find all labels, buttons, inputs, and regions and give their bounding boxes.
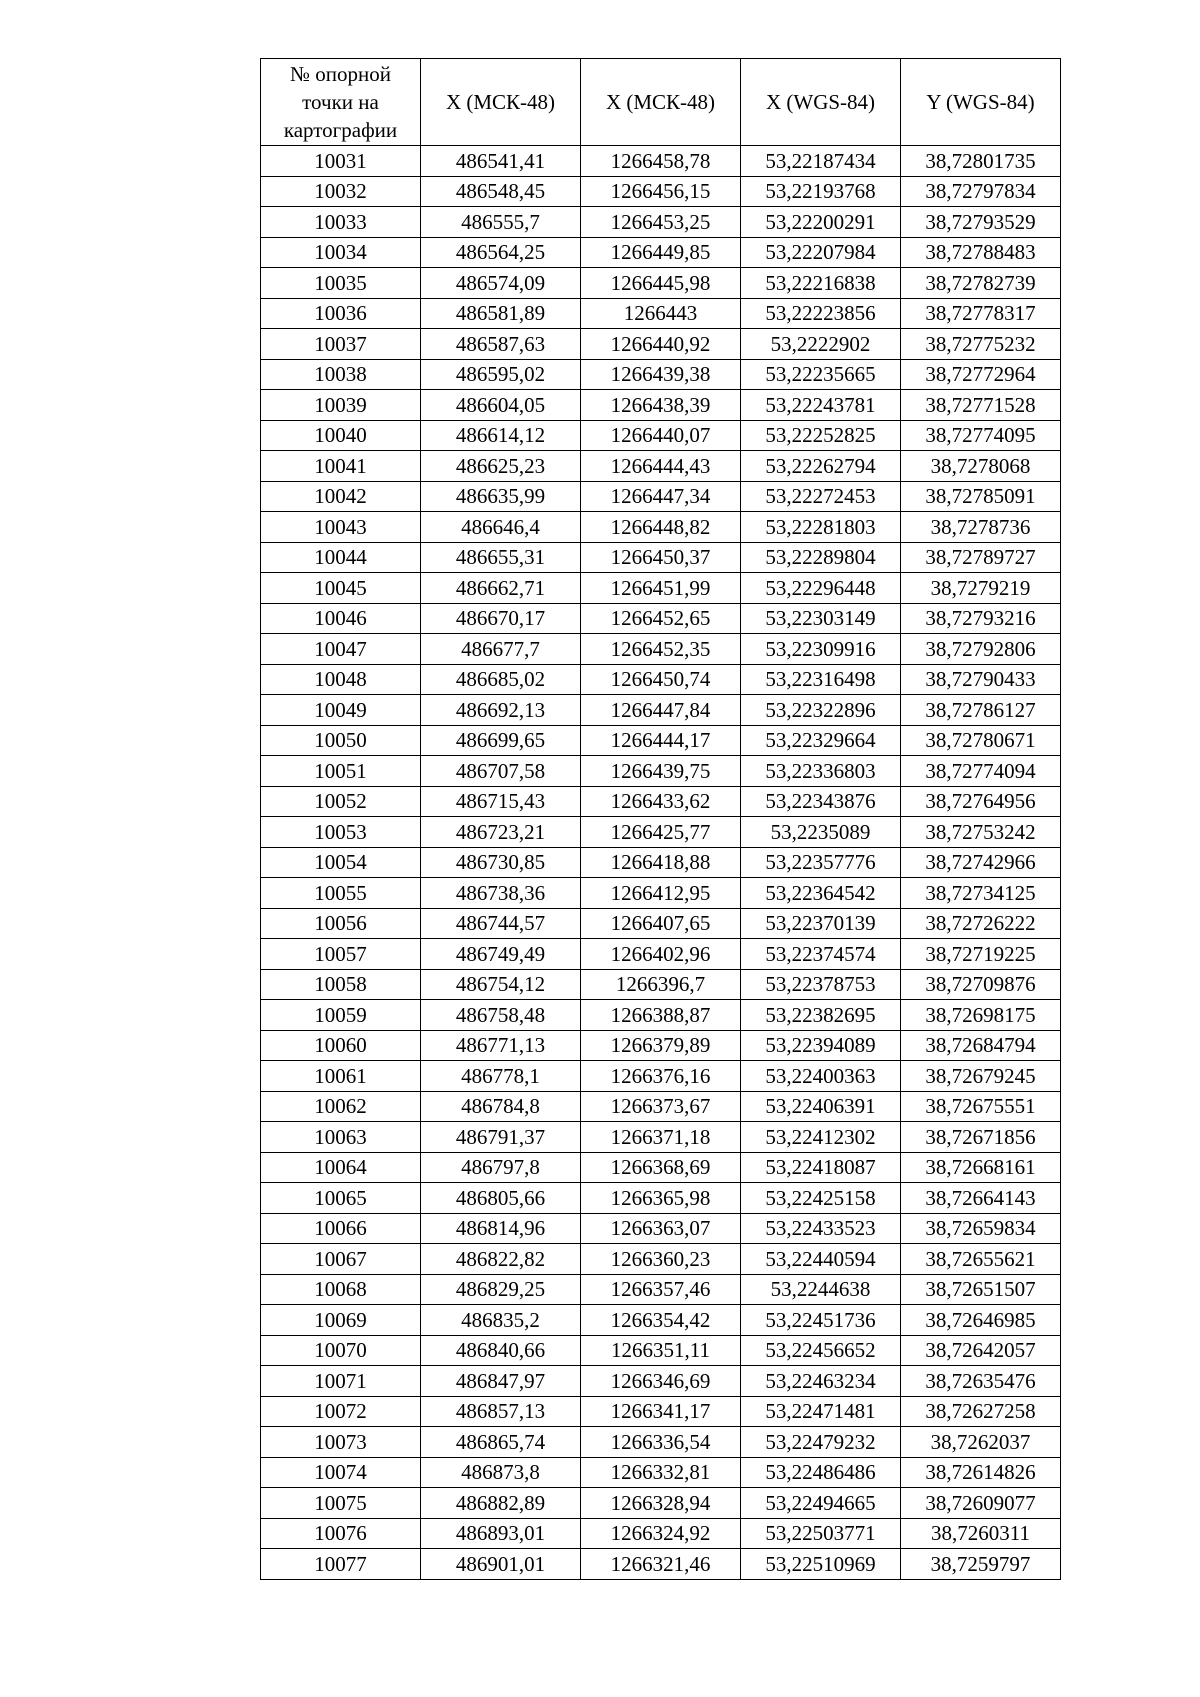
table-row bbox=[261, 176, 1061, 207]
y-wgs84-cell: 38,72793529 bbox=[901, 207, 1061, 238]
table-row bbox=[261, 1061, 1061, 1092]
point-number-cell: 10031 bbox=[261, 146, 421, 177]
x-wgs84-cell: 53,22316498 bbox=[741, 664, 901, 695]
x-wgs84-cell: 53,22336803 bbox=[741, 756, 901, 787]
point-number-cell: 10071 bbox=[261, 1366, 421, 1397]
y-wgs84-cell: 38,72709876 bbox=[901, 969, 1061, 1000]
table-row bbox=[261, 1183, 1061, 1214]
table-row bbox=[261, 786, 1061, 817]
y-wgs84-cell: 38,7259797 bbox=[901, 1549, 1061, 1580]
point-number-cell: 10052 bbox=[261, 786, 421, 817]
y-wgs84-cell: 38,7279219 bbox=[901, 573, 1061, 604]
x-msk48-cell-2: 1266433,62 bbox=[581, 786, 741, 817]
y-wgs84-cell: 38,72651507 bbox=[901, 1274, 1061, 1305]
table-row bbox=[261, 390, 1061, 421]
y-wgs84-cell: 38,72801735 bbox=[901, 146, 1061, 177]
x-msk48-cell-1: 486555,7 bbox=[421, 207, 581, 238]
x-msk48-cell-2: 1266412,95 bbox=[581, 878, 741, 909]
table-row bbox=[261, 1091, 1061, 1122]
point-number-cell: 10061 bbox=[261, 1061, 421, 1092]
x-wgs84-cell: 53,22486486 bbox=[741, 1457, 901, 1488]
x-msk48-cell-1: 486857,13 bbox=[421, 1396, 581, 1427]
table-row bbox=[261, 908, 1061, 939]
x-msk48-cell-1: 486822,82 bbox=[421, 1244, 581, 1275]
y-wgs84-cell: 38,72664143 bbox=[901, 1183, 1061, 1214]
table-row bbox=[261, 1366, 1061, 1397]
point-number-cell: 10051 bbox=[261, 756, 421, 787]
table-row bbox=[261, 634, 1061, 665]
table-row bbox=[261, 847, 1061, 878]
x-wgs84-cell: 53,22223856 bbox=[741, 298, 901, 329]
point-number-cell: 10045 bbox=[261, 573, 421, 604]
point-number-cell: 10042 bbox=[261, 481, 421, 512]
x-msk48-cell-1: 486882,89 bbox=[421, 1488, 581, 1519]
x-msk48-cell-2: 1266376,16 bbox=[581, 1061, 741, 1092]
table-row bbox=[261, 573, 1061, 604]
table-row bbox=[261, 268, 1061, 299]
x-msk48-cell-1: 486814,96 bbox=[421, 1213, 581, 1244]
x-msk48-cell-1: 486865,74 bbox=[421, 1427, 581, 1458]
y-wgs84-cell: 38,72753242 bbox=[901, 817, 1061, 848]
x-wgs84-cell: 53,22289804 bbox=[741, 542, 901, 573]
x-msk48-cell-2: 1266443 bbox=[581, 298, 741, 329]
x-msk48-cell-2: 1266418,88 bbox=[581, 847, 741, 878]
y-wgs84-cell: 38,72698175 bbox=[901, 1000, 1061, 1031]
x-wgs84-cell: 53,22406391 bbox=[741, 1091, 901, 1122]
table-row bbox=[261, 1518, 1061, 1549]
table-row bbox=[261, 725, 1061, 756]
x-wgs84-cell: 53,22412302 bbox=[741, 1122, 901, 1153]
point-number-cell: 10043 bbox=[261, 512, 421, 543]
x-wgs84-cell: 53,22303149 bbox=[741, 603, 901, 634]
y-wgs84-cell: 38,72719225 bbox=[901, 939, 1061, 970]
x-msk48-cell-2: 1266328,94 bbox=[581, 1488, 741, 1519]
x-msk48-cell-1: 486901,01 bbox=[421, 1549, 581, 1580]
x-msk48-cell-2: 1266351,11 bbox=[581, 1335, 741, 1366]
x-msk48-cell-1: 486655,31 bbox=[421, 542, 581, 573]
table-row bbox=[261, 1122, 1061, 1153]
y-wgs84-cell: 38,72671856 bbox=[901, 1122, 1061, 1153]
y-wgs84-cell: 38,72786127 bbox=[901, 695, 1061, 726]
x-msk48-cell-2: 1266452,65 bbox=[581, 603, 741, 634]
y-wgs84-cell: 38,7278736 bbox=[901, 512, 1061, 543]
y-wgs84-cell: 38,72668161 bbox=[901, 1152, 1061, 1183]
x-msk48-cell-1: 486587,63 bbox=[421, 329, 581, 360]
x-msk48-cell-1: 486829,25 bbox=[421, 1274, 581, 1305]
point-number-cell: 10055 bbox=[261, 878, 421, 909]
y-wgs84-cell: 38,72780671 bbox=[901, 725, 1061, 756]
table-body bbox=[261, 146, 1061, 1580]
x-msk48-cell-2: 1266379,89 bbox=[581, 1030, 741, 1061]
x-wgs84-cell: 53,22394089 bbox=[741, 1030, 901, 1061]
table-row bbox=[261, 817, 1061, 848]
x-msk48-cell-2: 1266336,54 bbox=[581, 1427, 741, 1458]
x-wgs84-cell: 53,22322896 bbox=[741, 695, 901, 726]
x-msk48-cell-1: 486791,37 bbox=[421, 1122, 581, 1153]
x-wgs84-cell: 53,22243781 bbox=[741, 390, 901, 421]
x-msk48-cell-2: 1266346,69 bbox=[581, 1366, 741, 1397]
table-header bbox=[261, 59, 1061, 146]
x-msk48-cell-1: 486670,17 bbox=[421, 603, 581, 634]
x-wgs84-cell: 53,22382695 bbox=[741, 1000, 901, 1031]
y-wgs84-cell: 38,72792806 bbox=[901, 634, 1061, 665]
table-row bbox=[261, 512, 1061, 543]
x-msk48-cell-2: 1266451,99 bbox=[581, 573, 741, 604]
x-msk48-cell-1: 486744,57 bbox=[421, 908, 581, 939]
header-row bbox=[261, 59, 1061, 146]
point-number-cell: 10058 bbox=[261, 969, 421, 1000]
x-msk48-cell-2: 1266368,69 bbox=[581, 1152, 741, 1183]
table-row bbox=[261, 1000, 1061, 1031]
y-wgs84-cell: 38,72793216 bbox=[901, 603, 1061, 634]
x-msk48-cell-1: 486797,8 bbox=[421, 1152, 581, 1183]
x-wgs84-cell: 53,22329664 bbox=[741, 725, 901, 756]
table-row bbox=[261, 1152, 1061, 1183]
table-row bbox=[261, 1305, 1061, 1336]
y-wgs84-cell: 38,72789727 bbox=[901, 542, 1061, 573]
x-msk48-cell-1: 486581,89 bbox=[421, 298, 581, 329]
table-row bbox=[261, 1549, 1061, 1580]
x-msk48-cell-2: 1266450,37 bbox=[581, 542, 741, 573]
x-wgs84-cell: 53,22343876 bbox=[741, 786, 901, 817]
x-msk48-cell-2: 1266440,92 bbox=[581, 329, 741, 360]
x-msk48-cell-1: 486805,66 bbox=[421, 1183, 581, 1214]
y-wgs84-cell: 38,72782739 bbox=[901, 268, 1061, 299]
x-msk48-cell-2: 1266396,7 bbox=[581, 969, 741, 1000]
point-number-cell: 10068 bbox=[261, 1274, 421, 1305]
x-msk48-cell-1: 486723,21 bbox=[421, 817, 581, 848]
x-msk48-cell-1: 486548,45 bbox=[421, 176, 581, 207]
y-wgs84-cell: 38,72642057 bbox=[901, 1335, 1061, 1366]
point-number-cell: 10036 bbox=[261, 298, 421, 329]
x-msk48-cell-2: 1266321,46 bbox=[581, 1549, 741, 1580]
table-row bbox=[261, 481, 1061, 512]
y-wgs84-cell: 38,72627258 bbox=[901, 1396, 1061, 1427]
point-number-cell: 10073 bbox=[261, 1427, 421, 1458]
x-msk48-cell-1: 486614,12 bbox=[421, 420, 581, 451]
x-msk48-cell-2: 1266324,92 bbox=[581, 1518, 741, 1549]
x-msk48-cell-1: 486635,99 bbox=[421, 481, 581, 512]
x-wgs84-cell: 53,22296448 bbox=[741, 573, 901, 604]
x-msk48-cell-2: 1266450,74 bbox=[581, 664, 741, 695]
y-wgs84-cell: 38,72679245 bbox=[901, 1061, 1061, 1092]
table-row bbox=[261, 146, 1061, 177]
table-row bbox=[261, 1030, 1061, 1061]
x-msk48-cell-2: 1266458,78 bbox=[581, 146, 741, 177]
x-msk48-cell-1: 486738,36 bbox=[421, 878, 581, 909]
x-wgs84-cell: 53,22456652 bbox=[741, 1335, 901, 1366]
point-number-cell: 10050 bbox=[261, 725, 421, 756]
x-msk48-cell-2: 1266360,23 bbox=[581, 1244, 741, 1275]
point-number-cell: 10054 bbox=[261, 847, 421, 878]
table-row bbox=[261, 207, 1061, 238]
table-row bbox=[261, 969, 1061, 1000]
table-row bbox=[261, 1488, 1061, 1519]
x-msk48-cell-2: 1266373,67 bbox=[581, 1091, 741, 1122]
x-msk48-cell-2: 1266332,81 bbox=[581, 1457, 741, 1488]
point-number-cell: 10070 bbox=[261, 1335, 421, 1366]
x-msk48-cell-2: 1266444,43 bbox=[581, 451, 741, 482]
x-wgs84-cell: 53,22374574 bbox=[741, 939, 901, 970]
table-row bbox=[261, 420, 1061, 451]
x-msk48-cell-2: 1266438,39 bbox=[581, 390, 741, 421]
x-wgs84-cell: 53,22418087 bbox=[741, 1152, 901, 1183]
x-msk48-cell-1: 486758,48 bbox=[421, 1000, 581, 1031]
table-row bbox=[261, 1274, 1061, 1305]
x-msk48-cell-1: 486840,66 bbox=[421, 1335, 581, 1366]
x-msk48-cell-1: 486749,49 bbox=[421, 939, 581, 970]
x-msk48-cell-1: 486771,13 bbox=[421, 1030, 581, 1061]
x-wgs84-cell: 53,22433523 bbox=[741, 1213, 901, 1244]
point-number-cell: 10065 bbox=[261, 1183, 421, 1214]
y-wgs84-cell: 38,72646985 bbox=[901, 1305, 1061, 1336]
y-wgs84-cell: 38,72788483 bbox=[901, 237, 1061, 268]
x-msk48-cell-2: 1266440,07 bbox=[581, 420, 741, 451]
point-number-cell: 10074 bbox=[261, 1457, 421, 1488]
x-msk48-cell-2: 1266439,75 bbox=[581, 756, 741, 787]
y-wgs84-cell: 38,72764956 bbox=[901, 786, 1061, 817]
x-msk48-cell-1: 486699,65 bbox=[421, 725, 581, 756]
point-number-cell: 10066 bbox=[261, 1213, 421, 1244]
x-wgs84-cell: 53,22207984 bbox=[741, 237, 901, 268]
table-row bbox=[261, 603, 1061, 634]
x-msk48-cell-1: 486707,58 bbox=[421, 756, 581, 787]
x-wgs84-cell: 53,22200291 bbox=[741, 207, 901, 238]
point-number-cell: 10048 bbox=[261, 664, 421, 695]
point-number-cell: 10056 bbox=[261, 908, 421, 939]
x-wgs84-cell: 53,22193768 bbox=[741, 176, 901, 207]
x-msk48-cell-1: 486754,12 bbox=[421, 969, 581, 1000]
x-msk48-cell-2: 1266388,87 bbox=[581, 1000, 741, 1031]
x-msk48-cell-1: 486685,02 bbox=[421, 664, 581, 695]
x-msk48-cell-1: 486574,09 bbox=[421, 268, 581, 299]
y-wgs84-cell: 38,72659834 bbox=[901, 1213, 1061, 1244]
point-number-cell: 10039 bbox=[261, 390, 421, 421]
x-msk48-cell-2: 1266453,25 bbox=[581, 207, 741, 238]
point-number-cell: 10040 bbox=[261, 420, 421, 451]
x-wgs84-cell: 53,22471481 bbox=[741, 1396, 901, 1427]
y-wgs84-cell: 38,7262037 bbox=[901, 1427, 1061, 1458]
x-wgs84-cell: 53,22235665 bbox=[741, 359, 901, 390]
point-number-cell: 10059 bbox=[261, 1000, 421, 1031]
table-row bbox=[261, 756, 1061, 787]
y-wgs84-cell: 38,7260311 bbox=[901, 1518, 1061, 1549]
point-number-cell: 10069 bbox=[261, 1305, 421, 1336]
x-msk48-cell-1: 486715,43 bbox=[421, 786, 581, 817]
x-msk48-cell-1: 486677,7 bbox=[421, 634, 581, 665]
point-number-cell: 10032 bbox=[261, 176, 421, 207]
point-number-cell: 10034 bbox=[261, 237, 421, 268]
x-msk48-cell-1: 486893,01 bbox=[421, 1518, 581, 1549]
table-row bbox=[261, 1335, 1061, 1366]
y-wgs84-cell: 38,72772964 bbox=[901, 359, 1061, 390]
x-wgs84-cell: 53,22216838 bbox=[741, 268, 901, 299]
x-msk48-cell-1: 486847,97 bbox=[421, 1366, 581, 1397]
point-number-cell: 10076 bbox=[261, 1518, 421, 1549]
header-point-number: № опорной точки на картографии bbox=[261, 59, 421, 146]
point-number-cell: 10047 bbox=[261, 634, 421, 665]
x-wgs84-cell: 53,22272453 bbox=[741, 481, 901, 512]
x-msk48-cell-2: 1266371,18 bbox=[581, 1122, 741, 1153]
x-msk48-cell-2: 1266402,96 bbox=[581, 939, 741, 970]
table-row bbox=[261, 1396, 1061, 1427]
x-wgs84-cell: 53,22400363 bbox=[741, 1061, 901, 1092]
x-msk48-cell-2: 1266447,34 bbox=[581, 481, 741, 512]
table-row bbox=[261, 237, 1061, 268]
x-msk48-cell-1: 486835,2 bbox=[421, 1305, 581, 1336]
table-row bbox=[261, 359, 1061, 390]
y-wgs84-cell: 38,72684794 bbox=[901, 1030, 1061, 1061]
x-msk48-cell-1: 486730,85 bbox=[421, 847, 581, 878]
x-msk48-cell-2: 1266407,65 bbox=[581, 908, 741, 939]
table-row bbox=[261, 939, 1061, 970]
point-number-cell: 10062 bbox=[261, 1091, 421, 1122]
y-wgs84-cell: 38,72614826 bbox=[901, 1457, 1061, 1488]
x-msk48-cell-2: 1266365,98 bbox=[581, 1183, 741, 1214]
point-number-cell: 10033 bbox=[261, 207, 421, 238]
y-wgs84-cell: 38,72790433 bbox=[901, 664, 1061, 695]
x-msk48-cell-1: 486564,25 bbox=[421, 237, 581, 268]
x-msk48-cell-1: 486595,02 bbox=[421, 359, 581, 390]
table-row bbox=[261, 695, 1061, 726]
x-msk48-cell-2: 1266448,82 bbox=[581, 512, 741, 543]
x-wgs84-cell: 53,22370139 bbox=[741, 908, 901, 939]
header-x-wgs84: X (WGS-84) bbox=[741, 59, 901, 146]
x-msk48-cell-1: 486692,13 bbox=[421, 695, 581, 726]
y-wgs84-cell: 38,72675551 bbox=[901, 1091, 1061, 1122]
x-wgs84-cell: 53,2235089 bbox=[741, 817, 901, 848]
point-number-cell: 10053 bbox=[261, 817, 421, 848]
x-wgs84-cell: 53,22494665 bbox=[741, 1488, 901, 1519]
x-wgs84-cell: 53,22503771 bbox=[741, 1518, 901, 1549]
x-msk48-cell-2: 1266363,07 bbox=[581, 1213, 741, 1244]
x-msk48-cell-2: 1266444,17 bbox=[581, 725, 741, 756]
point-number-cell: 10063 bbox=[261, 1122, 421, 1153]
table-row bbox=[261, 878, 1061, 909]
point-number-cell: 10046 bbox=[261, 603, 421, 634]
table-row bbox=[261, 1244, 1061, 1275]
y-wgs84-cell: 38,72778317 bbox=[901, 298, 1061, 329]
y-wgs84-cell: 38,7278068 bbox=[901, 451, 1061, 482]
y-wgs84-cell: 38,72797834 bbox=[901, 176, 1061, 207]
point-number-cell: 10035 bbox=[261, 268, 421, 299]
y-wgs84-cell: 38,72609077 bbox=[901, 1488, 1061, 1519]
point-number-cell: 10072 bbox=[261, 1396, 421, 1427]
x-wgs84-cell: 53,2222902 bbox=[741, 329, 901, 360]
header-y-wgs84: Y (WGS-84) bbox=[901, 59, 1061, 146]
y-wgs84-cell: 38,72785091 bbox=[901, 481, 1061, 512]
x-msk48-cell-1: 486778,1 bbox=[421, 1061, 581, 1092]
table-row bbox=[261, 1213, 1061, 1244]
y-wgs84-cell: 38,72726222 bbox=[901, 908, 1061, 939]
x-msk48-cell-1: 486625,23 bbox=[421, 451, 581, 482]
table-row bbox=[261, 1457, 1061, 1488]
x-wgs84-cell: 53,22364542 bbox=[741, 878, 901, 909]
x-msk48-cell-2: 1266456,15 bbox=[581, 176, 741, 207]
point-number-cell: 10041 bbox=[261, 451, 421, 482]
x-wgs84-cell: 53,22187434 bbox=[741, 146, 901, 177]
x-wgs84-cell: 53,22281803 bbox=[741, 512, 901, 543]
point-number-cell: 10038 bbox=[261, 359, 421, 390]
y-wgs84-cell: 38,72635476 bbox=[901, 1366, 1061, 1397]
x-wgs84-cell: 53,22479232 bbox=[741, 1427, 901, 1458]
x-msk48-cell-2: 1266425,77 bbox=[581, 817, 741, 848]
x-msk48-cell-2: 1266449,85 bbox=[581, 237, 741, 268]
x-wgs84-cell: 53,22440594 bbox=[741, 1244, 901, 1275]
x-msk48-cell-2: 1266445,98 bbox=[581, 268, 741, 299]
y-wgs84-cell: 38,72734125 bbox=[901, 878, 1061, 909]
x-wgs84-cell: 53,22262794 bbox=[741, 451, 901, 482]
x-msk48-cell-2: 1266452,35 bbox=[581, 634, 741, 665]
y-wgs84-cell: 38,72775232 bbox=[901, 329, 1061, 360]
header-x-msk48-2: X (МСК-48) bbox=[581, 59, 741, 146]
point-number-cell: 10060 bbox=[261, 1030, 421, 1061]
point-number-cell: 10077 bbox=[261, 1549, 421, 1580]
y-wgs84-cell: 38,72655621 bbox=[901, 1244, 1061, 1275]
y-wgs84-cell: 38,72742966 bbox=[901, 847, 1061, 878]
y-wgs84-cell: 38,72774095 bbox=[901, 420, 1061, 451]
coordinates-table bbox=[260, 58, 1061, 1580]
x-msk48-cell-2: 1266354,42 bbox=[581, 1305, 741, 1336]
point-number-cell: 10064 bbox=[261, 1152, 421, 1183]
y-wgs84-cell: 38,72771528 bbox=[901, 390, 1061, 421]
point-number-cell: 10057 bbox=[261, 939, 421, 970]
x-wgs84-cell: 53,22425158 bbox=[741, 1183, 901, 1214]
x-msk48-cell-2: 1266439,38 bbox=[581, 359, 741, 390]
point-number-cell: 10049 bbox=[261, 695, 421, 726]
x-msk48-cell-1: 486646,4 bbox=[421, 512, 581, 543]
x-wgs84-cell: 53,22378753 bbox=[741, 969, 901, 1000]
x-msk48-cell-1: 486541,41 bbox=[421, 146, 581, 177]
table-row bbox=[261, 1427, 1061, 1458]
x-msk48-cell-1: 486873,8 bbox=[421, 1457, 581, 1488]
x-wgs84-cell: 53,22451736 bbox=[741, 1305, 901, 1336]
header-x-msk48-1: X (МСК-48) bbox=[421, 59, 581, 146]
x-msk48-cell-2: 1266447,84 bbox=[581, 695, 741, 726]
y-wgs84-cell: 38,72774094 bbox=[901, 756, 1061, 787]
x-msk48-cell-1: 486604,05 bbox=[421, 390, 581, 421]
point-number-cell: 10037 bbox=[261, 329, 421, 360]
x-wgs84-cell: 53,22357776 bbox=[741, 847, 901, 878]
table-row bbox=[261, 329, 1061, 360]
table-row bbox=[261, 664, 1061, 695]
x-wgs84-cell: 53,2244638 bbox=[741, 1274, 901, 1305]
x-msk48-cell-2: 1266341,17 bbox=[581, 1396, 741, 1427]
x-wgs84-cell: 53,22252825 bbox=[741, 420, 901, 451]
point-number-cell: 10067 bbox=[261, 1244, 421, 1275]
table-row bbox=[261, 451, 1061, 482]
table-row bbox=[261, 542, 1061, 573]
x-msk48-cell-1: 486784,8 bbox=[421, 1091, 581, 1122]
table-row bbox=[261, 298, 1061, 329]
x-msk48-cell-2: 1266357,46 bbox=[581, 1274, 741, 1305]
point-number-cell: 10075 bbox=[261, 1488, 421, 1519]
point-number-cell: 10044 bbox=[261, 542, 421, 573]
x-wgs84-cell: 53,22309916 bbox=[741, 634, 901, 665]
x-wgs84-cell: 53,22510969 bbox=[741, 1549, 901, 1580]
x-wgs84-cell: 53,22463234 bbox=[741, 1366, 901, 1397]
x-msk48-cell-1: 486662,71 bbox=[421, 573, 581, 604]
